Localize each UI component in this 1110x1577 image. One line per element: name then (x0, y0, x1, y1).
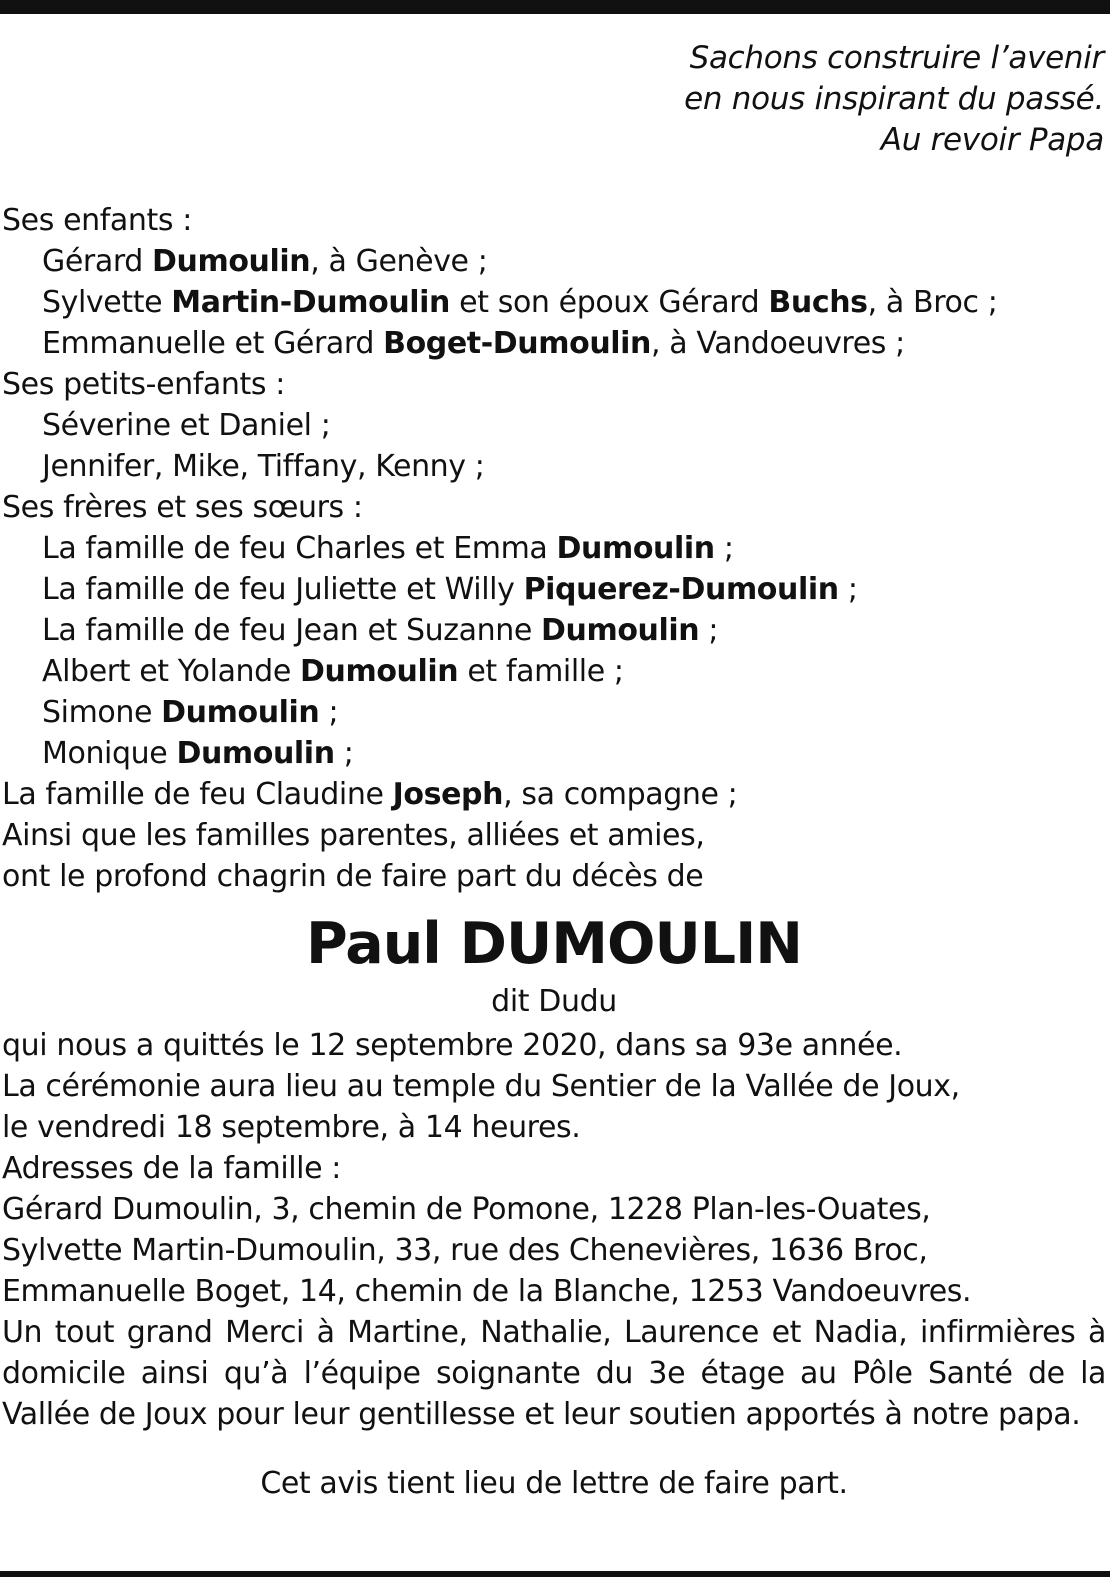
member-text: ; (699, 613, 719, 648)
member-text: Albert et Yolande (42, 654, 301, 689)
family-member-line (2, 282, 1106, 323)
detail-line: La cérémonie aura lieu au temple du Sentier de la Vallée de Joux, (2, 1069, 960, 1104)
siblings-heading: Ses frères et ses sœurs : (2, 490, 363, 525)
member-text: ; (334, 736, 354, 771)
closing-note: Cet avis tient lieu de lettre de faire part. (260, 1466, 848, 1501)
detail-line: le vendredi 18 septembre, à 14 heures. (2, 1110, 581, 1145)
member-surname: Dumoulin (161, 695, 320, 730)
member-text: , à Genève ; (310, 244, 488, 279)
family-member-line (2, 733, 1106, 774)
member-text: et son époux Gérard (450, 285, 769, 320)
member-text: Emmanuelle et Gérard (42, 326, 384, 361)
address-line: Sylvette Martin-Dumoulin, 33, rue des Chenevières, 1636 Broc, (2, 1233, 928, 1268)
epigraph-line: en nous inspirant du passé. (684, 81, 1104, 117)
member-surname: Dumoulin (176, 736, 335, 771)
member-surname: Martin-Dumoulin (171, 285, 451, 320)
member-surname: Joseph (392, 777, 504, 812)
children-heading: Ses enfants : (2, 203, 192, 238)
member-surname: Boget-Dumoulin (383, 326, 652, 361)
member-surname: Dumoulin (152, 244, 311, 279)
member-text: Sylvette (42, 285, 172, 320)
family-member-line (2, 692, 1106, 733)
member-text: La famille de feu Charles et Emma (42, 531, 557, 566)
address-line: Emmanuelle Boget, 14, chemin de la Blanche, 1253 Vandoeuvres. (2, 1274, 972, 1309)
family-member-line (2, 610, 1106, 651)
bottom-rule (0, 1571, 1110, 1577)
announcement-line: ont le profond chagrin de faire part du décès de (2, 859, 704, 894)
family-member-line: Séverine et Daniel ; (42, 408, 331, 443)
announcement-line: Ainsi que les familles parentes, alliées et amies, (2, 818, 705, 853)
top-rule (0, 0, 1110, 14)
family-member-line (2, 569, 1106, 610)
member-surname: Buchs (768, 285, 868, 320)
deceased-nickname: dit Dudu (491, 984, 617, 1019)
detail-line: qui nous a quittés le 12 septembre 2020, dans sa 93e année. (2, 1028, 903, 1063)
grandchildren-heading: Ses petits-enfants : (2, 367, 285, 402)
family-member-line (2, 241, 1106, 282)
member-text: La famille de feu Claudine (2, 777, 393, 812)
member-text: ; (319, 695, 339, 730)
companion-line (2, 774, 1106, 815)
member-text: Gérard (42, 244, 153, 279)
epigraph-line: Au revoir Papa (880, 122, 1104, 158)
deceased-block (2, 909, 1106, 1025)
family-member-line (2, 528, 1106, 569)
member-surname: Dumoulin (556, 531, 715, 566)
member-text: , à Broc ; (867, 285, 998, 320)
member-text: La famille de feu Jean et Suzanne (42, 613, 542, 648)
member-text: et famille ; (458, 654, 624, 689)
thanks-paragraph: Un tout grand Merci à Martine, Nathalie, Laurence et Nadia, infirmières à domicile ainsi qu’à l’équipe soignante du 3e étage au Pôle Santé de la Vallée de Joux pour leur gentillesse et leur soutien apportés à notre papa. (2, 1315, 1106, 1432)
detail-line: Adresses de la famille : (2, 1151, 342, 1186)
family-member-line (2, 651, 1106, 692)
member-text: Simone (42, 695, 162, 730)
member-text: La famille de feu Juliette et Willy (42, 572, 524, 607)
epigraph-line: Sachons construire l’avenir (689, 40, 1104, 76)
family-member-line (2, 323, 1106, 364)
notice-body (2, 200, 1106, 1504)
member-text: , sa compagne ; (503, 777, 738, 812)
member-text: ; (714, 531, 734, 566)
family-member-line: Jennifer, Mike, Tiffany, Kenny ; (42, 449, 485, 484)
member-text: , à Vandoeuvres ; (651, 326, 905, 361)
member-surname: Piquerez-Dumoulin (523, 572, 839, 607)
address-line: Gérard Dumoulin, 3, chemin de Pomone, 1228 Plan-les-Ouates, (2, 1192, 931, 1227)
member-surname: Dumoulin (541, 613, 700, 648)
member-surname: Dumoulin (300, 654, 459, 689)
member-text: ; (838, 572, 858, 607)
epigraph (684, 38, 1104, 161)
deceased-name: Paul DUMOULIN (306, 911, 802, 977)
member-text: Monique (42, 736, 177, 771)
